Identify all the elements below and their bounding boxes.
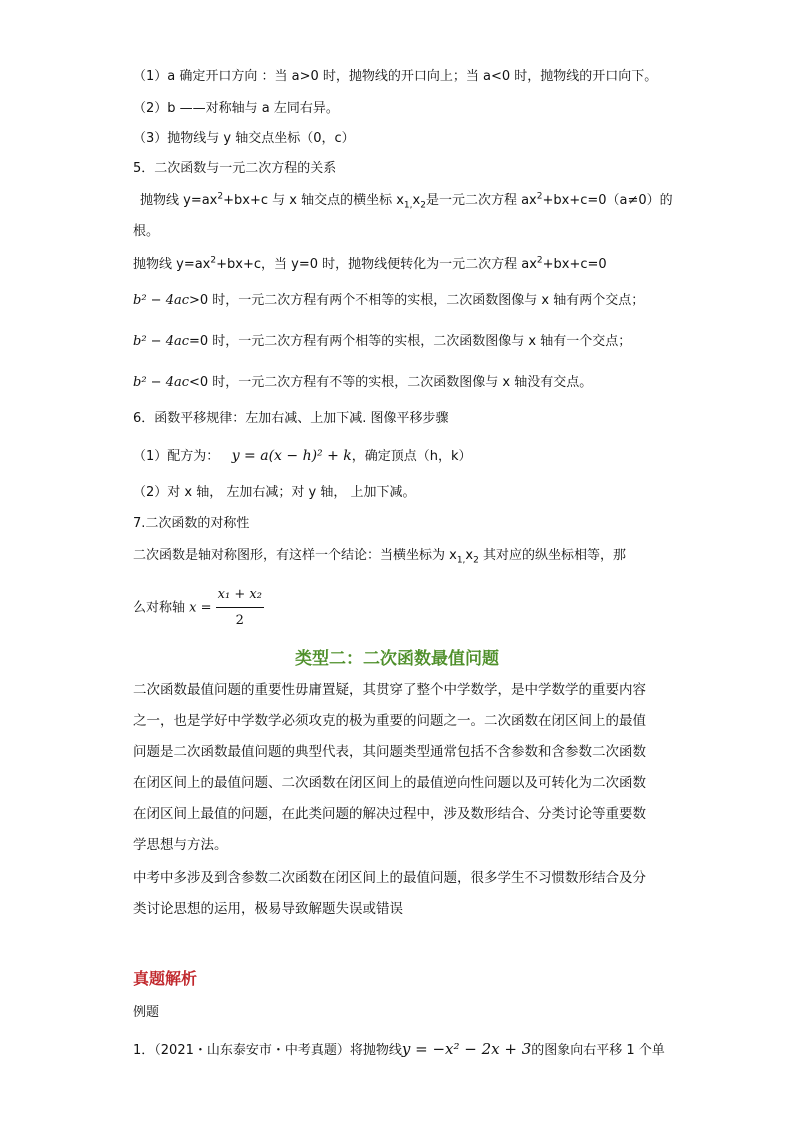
discriminant-zero: b² − 4ac=0 时，一元二次方程有两个相等的实根，二次函数图像与 x 轴有一个交点； xyxy=(133,334,632,349)
section-heading-6: 6．函数平移规律：左加右减、上加下减. 图像平移步骤 xyxy=(133,411,449,426)
discriminant-negative: b² − 4ac<0 时，一元二次方程有不等的实根，二次函数图像与 x 轴没有交点。 xyxy=(133,375,593,390)
text-line: 根。 xyxy=(133,224,160,239)
text-line: （2）对 x 轴， 左加右减；对 y 轴， 上加下减。 xyxy=(133,485,416,500)
text-line: （2）b ——对称轴与 a 左同右异。 xyxy=(133,101,339,116)
paragraph-line: 在闭区间上的最值问题、二次函数在闭区间上的最值逆向性问题以及可转化为二次函数 xyxy=(133,775,646,791)
example-label: 例题 xyxy=(133,1005,160,1020)
text-line: 抛物线 $y=ax^2+bx+c$ 与 x 轴交点的横坐标 $x_{1,}x_2$是一元二次方程 $ax^2+bx+c=0(a\ne 0)$的 xyxy=(140,191,673,211)
symmetry-axis-formula: 么对称轴 x = $\frac{\text{x₁ + x₂}}{2}$ xyxy=(133,584,264,632)
paragraph-line: 在闭区间上最值的问题，在此类问题的解决过程中，涉及数形结合、分类讨论等重要数 xyxy=(133,806,646,822)
text-line: 抛物线 $y=ax^2+bx+c$，当 y=0 时，抛物线便转化为一元二次方程 $ax^2+bx+c=0$ xyxy=(133,255,607,272)
paragraph-line: 之一，也是学好中学数学必须攻克的极为重要的问题之一。二次函数在闭区间上的最值 xyxy=(133,713,646,729)
paragraph-line: 学思想与方法。 xyxy=(133,837,228,853)
paragraph-line: 二次函数最值问题的重要性毋庸置疑，其贯穿了整个中学数学，是中学数学的重要内容 xyxy=(133,682,646,698)
text-line: （1）配方为： y = a(x − h)² + k，确定顶点（h，k） xyxy=(133,448,472,464)
section-heading-7: 7.二次函数的对称性 xyxy=(133,516,250,531)
paragraph-line: 类讨论思想的运用，极易导致解题失误或错误 xyxy=(133,901,403,917)
real-exam-heading: 真题解析 xyxy=(133,969,198,988)
text-line: （1）a 确定开口方向 ：当 a>0 时，抛物线的开口向上；当 a<0 时，抛物线的开口向下。 xyxy=(133,69,658,84)
question-1: 1．（2021・山东泰安市・中考真题）将抛物线y = −x² − 2x + 3的图象向右平移 1 个单 xyxy=(133,1040,665,1058)
text-line: （3）抛物线与 y 轴交点坐标（0，c） xyxy=(133,131,355,146)
section-title: 类型二：二次函数最值问题 xyxy=(295,649,499,669)
paragraph-line: 问题是二次函数最值问题的典型代表，其问题类型通常包括不含参数和含参数二次函数 xyxy=(133,744,646,760)
fraction: $\frac{\text{x₁ + x₂}}{2}$ xyxy=(216,584,264,632)
paragraph-line: 中考中多涉及到含参数二次函数在闭区间上的最值问题，很多学生不习惯数形结合及分 xyxy=(133,870,646,886)
section-heading-5: 5．二次函数与一元二次方程的关系 xyxy=(133,161,337,176)
discriminant-positive: b² − 4ac>0 时，一元二次方程有两个不相等的实根，二次函数图像与 x 轴有两个交点； xyxy=(133,293,645,308)
text-line: 二次函数是轴对称图形，有这样一个结论：当横坐标为 $x_{1,}x_2$ 其对应的纵坐标相等，那 xyxy=(133,548,627,566)
